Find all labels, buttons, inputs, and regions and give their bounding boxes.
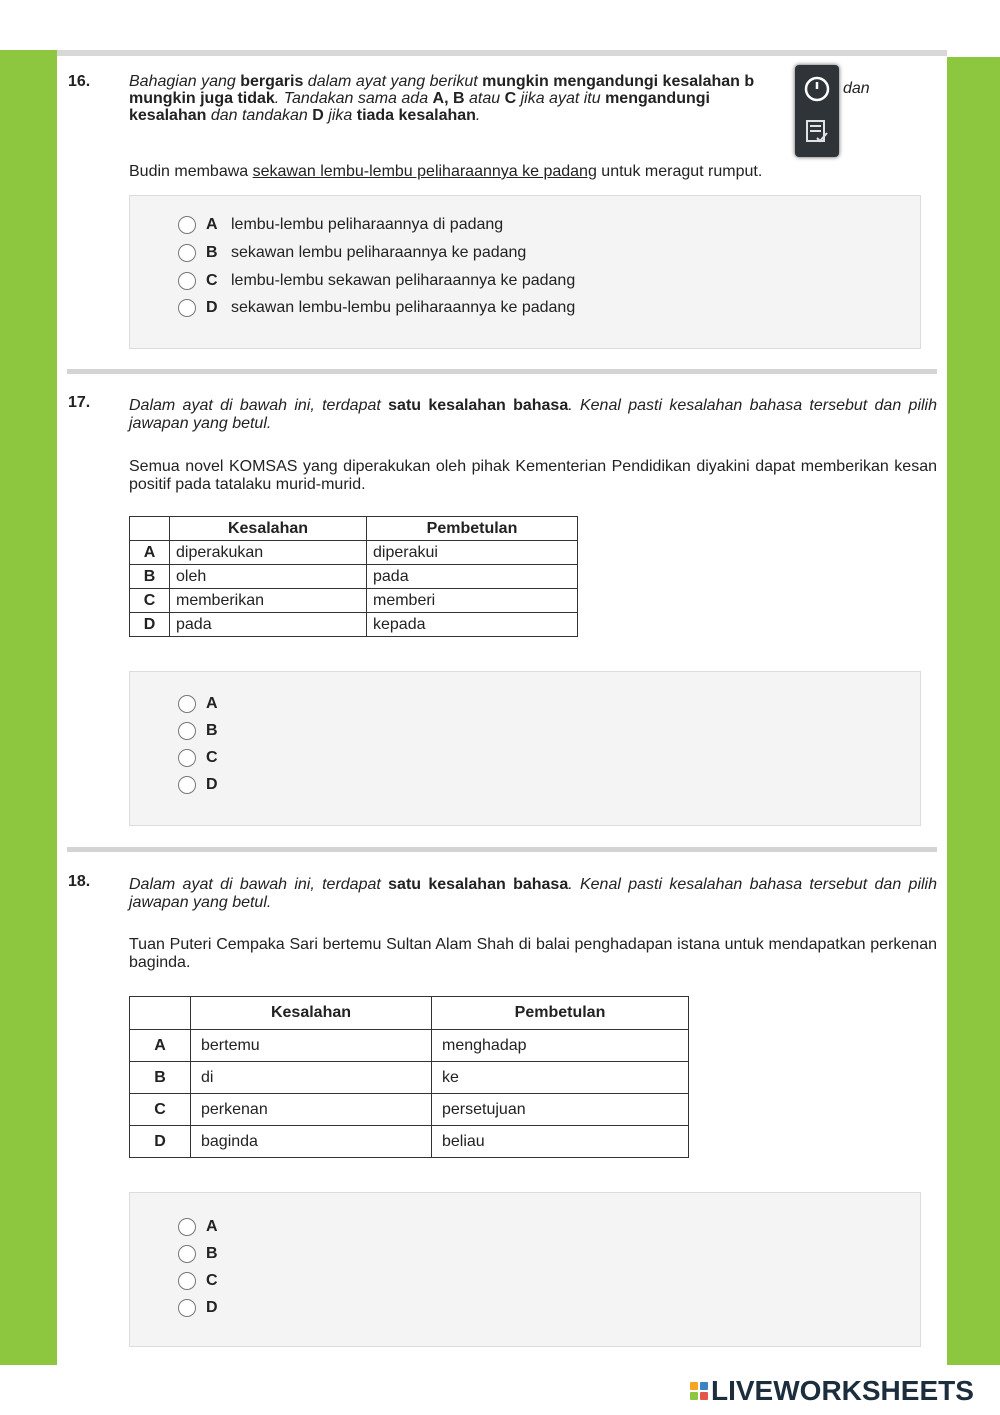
q17-sentence: Semua novel KOMSAS yang diperakukan oleh pihak Kementerian Pendidikan diyakini dapat memberikan kesan positif pada tatalaku murid-murid.	[129, 458, 937, 493]
q18-option-c[interactable]: C	[178, 1272, 231, 1290]
table-header	[130, 997, 191, 1030]
q18-answer-box	[129, 1192, 921, 1347]
q18-option-b[interactable]: B	[178, 1245, 231, 1263]
q16-underlined-part: sekawan lembu-lembu peliharaannya ke padang	[252, 163, 597, 180]
q16-option-d[interactable]: D sekawan lembu-lembu peliharaannya ke padang	[178, 299, 575, 317]
logo-text: LIVEWORKSHEETS	[711, 1375, 974, 1406]
table-row: D pada kepada	[130, 613, 578, 637]
q16-sentence: Budin membawa sekawan lembu-lembu peliharaannya ke padang untuk meragut rumput.	[129, 163, 763, 180]
q17-option-a[interactable]: A	[178, 695, 231, 713]
q18-table	[129, 996, 689, 1158]
radio-button[interactable]	[178, 272, 196, 290]
radio-button[interactable]	[178, 1299, 196, 1317]
q16-answer-box	[129, 195, 921, 349]
radio-button[interactable]	[178, 1245, 196, 1263]
q17-table	[129, 516, 578, 637]
top-divider	[57, 50, 947, 56]
radio-button[interactable]	[178, 776, 196, 794]
q17-instruction: Dalam ayat di bawah ini, terdapat satu kesalahan bahasa. Kenal pasti kesalahan bahasa tersebut dan pilih jawapan yang betul.	[129, 397, 938, 432]
q16-instruction: Bahagian yang bergaris dalam ayat yang berikut mungkin mengandungi kesalahan b mungkin juga tidak. Tandakan sama ada A, B atau C jika ayat itu mengandungi kesalahan dan tandakan D jika tiada kesalahan.	[129, 73, 755, 124]
radio-button[interactable]	[178, 749, 196, 767]
radio-button[interactable]	[178, 244, 196, 262]
table-row: C perkenan persetujuan	[130, 1094, 689, 1126]
toolbar-icons	[795, 65, 839, 157]
q16-option-b[interactable]: B sekawan lembu peliharaannya ke padang	[178, 244, 526, 262]
table-header: Kesalahan	[191, 997, 432, 1030]
q17-option-b[interactable]: B	[178, 722, 231, 740]
q16-option-a[interactable]: A lembu-lembu peliharaannya di padang	[178, 216, 503, 234]
right-green-border	[947, 57, 1000, 1365]
table-row: C memberikan memberi	[130, 589, 578, 613]
q18-option-d[interactable]: D	[178, 1299, 231, 1317]
q16-option-c[interactable]: C lembu-lembu sekawan peliharaannya ke padang	[178, 272, 575, 290]
radio-button[interactable]	[178, 1218, 196, 1236]
q17-option-d[interactable]: D	[178, 776, 231, 794]
radio-button[interactable]	[178, 1272, 196, 1290]
clock-icon[interactable]	[806, 78, 828, 100]
table-header: Kesalahan	[170, 517, 367, 541]
table-row: B di ke	[130, 1062, 689, 1094]
table-row: B oleh pada	[130, 565, 578, 589]
divider	[67, 847, 937, 852]
radio-button[interactable]	[178, 695, 196, 713]
table-header: Pembetulan	[432, 997, 689, 1030]
table-row: A diperakukan diperakui	[130, 541, 578, 565]
q16-instruction-dan: dan	[843, 80, 870, 97]
table-header	[130, 517, 170, 541]
radio-button[interactable]	[178, 216, 196, 234]
radio-button[interactable]	[178, 299, 196, 317]
radio-button[interactable]	[178, 722, 196, 740]
table-row: A bertemu menghadap	[130, 1030, 689, 1062]
q17-number: 17.	[68, 394, 91, 411]
divider	[67, 369, 937, 374]
logo-squares-icon	[690, 1382, 708, 1400]
q18-instruction: Dalam ayat di bawah ini, terdapat satu kesalahan bahasa. Kenal pasti kesalahan bahasa tersebut dan pilih jawapan yang betul.	[129, 876, 938, 911]
left-green-border	[0, 50, 57, 1365]
q17-answer-box	[129, 671, 921, 826]
q18-sentence: Tuan Puteri Cempaka Sari bertemu Sultan Alam Shah di balai penghadapan istana untuk mendapatkan perkenan baginda.	[129, 936, 937, 971]
q16-number: 16.	[68, 73, 91, 90]
q18-number: 18.	[68, 873, 91, 890]
check-sheet-icon[interactable]	[807, 121, 827, 141]
q17-option-c[interactable]: C	[178, 749, 231, 767]
q18-option-a[interactable]: A	[178, 1218, 231, 1236]
liveworksheets-logo[interactable]	[690, 1375, 974, 1407]
table-header: Pembetulan	[367, 517, 578, 541]
table-row: D baginda beliau	[130, 1126, 689, 1158]
floating-toolbar	[795, 65, 839, 157]
